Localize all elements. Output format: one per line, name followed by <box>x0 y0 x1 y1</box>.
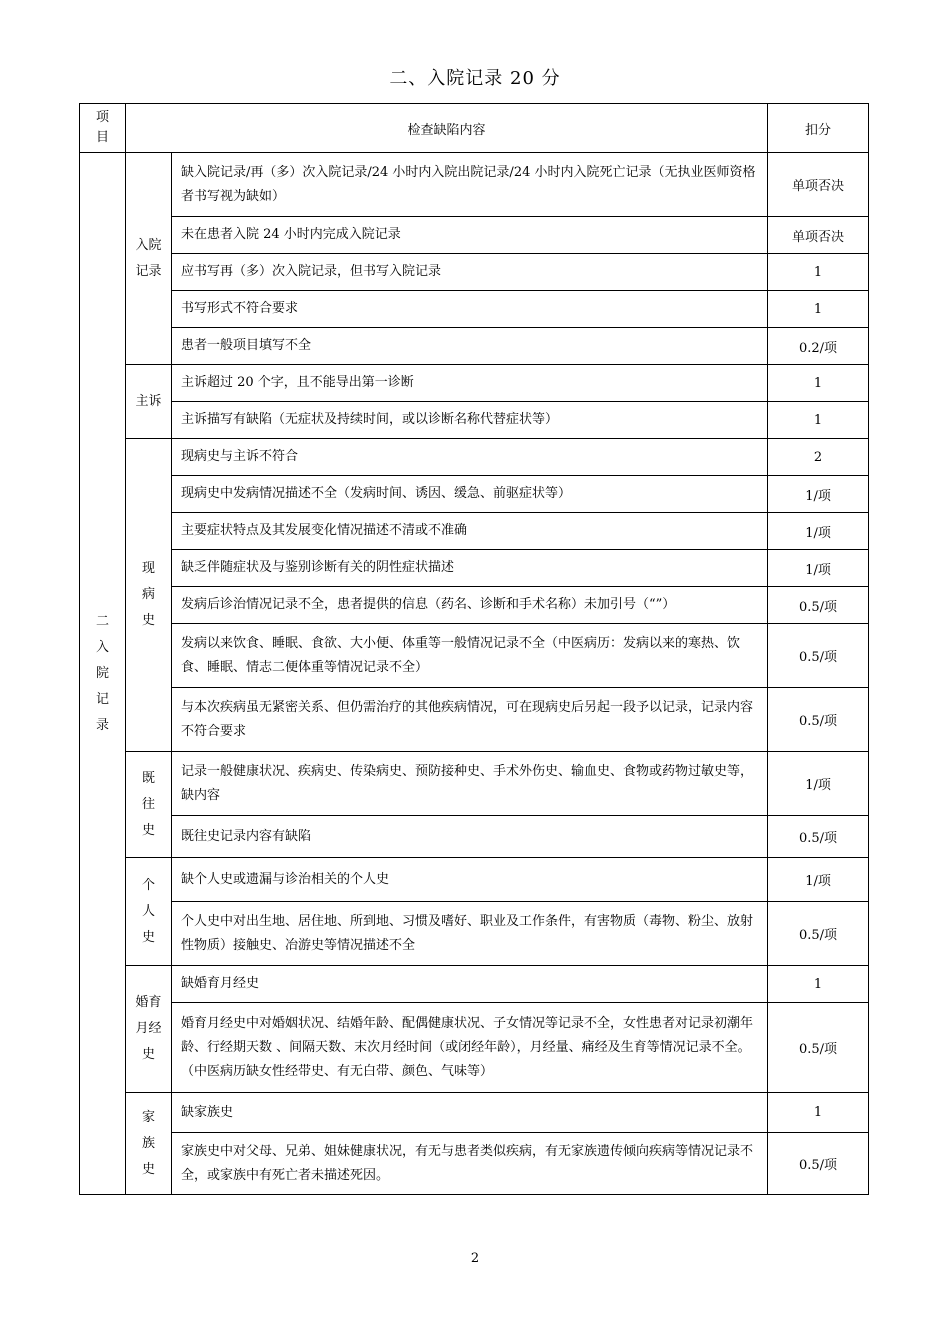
deduction-score: 1 <box>768 365 869 402</box>
defect-description: 与本次疾病虽无紧密关系、但仍需治疗的其他疾病情况，可在现病史后另起一段予以记录，记录内容不符合要求 <box>172 688 768 752</box>
deduction-score: 1/项 <box>768 752 869 816</box>
table-row <box>80 328 869 365</box>
defect-description: 应书写再（多）次入院记录，但书写入院记录 <box>172 254 768 291</box>
table-row <box>80 858 869 902</box>
table-row <box>80 365 869 402</box>
section-label: 婚育月经史 <box>126 966 172 1093</box>
section-label: 既往史 <box>126 752 172 858</box>
deduction-score: 单项否决 <box>768 217 869 254</box>
table-row <box>80 254 869 291</box>
deduction-score: 1 <box>768 291 869 328</box>
defect-description: 主诉描写有缺陷（无症状及持续时间，或以诊断名称代替症状等） <box>172 402 768 439</box>
table-header-row <box>80 104 869 153</box>
table-row <box>80 688 869 752</box>
table-row <box>80 587 869 624</box>
table-row <box>80 439 869 476</box>
deduction-score: 1/项 <box>768 476 869 513</box>
table-row <box>80 624 869 688</box>
deduction-score: 1 <box>768 402 869 439</box>
table-row <box>80 1093 869 1133</box>
table-row <box>80 816 869 858</box>
header-item: 项目 <box>80 104 126 153</box>
defect-description: 缺入院记录/再（多）次入院记录/24 小时内入院出院记录/24 小时内入院死亡记录（无执业医师资格者书写视为缺如） <box>172 153 768 217</box>
defect-description: 缺婚育月经史 <box>172 966 768 1003</box>
defect-description: 主诉超过 20 个字，且不能导出第一诊断 <box>172 365 768 402</box>
table-row <box>80 1133 869 1195</box>
section-label: 主诉 <box>126 365 172 439</box>
main-category-label: 二入院记录 <box>80 153 126 1195</box>
table-row <box>80 1003 869 1093</box>
header-content: 检查缺陷内容 <box>126 104 768 153</box>
deduction-score: 2 <box>768 439 869 476</box>
section-label: 现病史 <box>126 439 172 752</box>
defect-description: 主要症状特点及其发展变化情况描述不清或不准确 <box>172 513 768 550</box>
table-row <box>80 550 869 587</box>
table-row <box>80 217 869 254</box>
deduction-score: 0.5/项 <box>768 1003 869 1093</box>
table-row <box>80 291 869 328</box>
table-row <box>80 966 869 1003</box>
table-row <box>80 902 869 966</box>
deduction-score: 1 <box>768 966 869 1003</box>
table-row <box>80 153 869 217</box>
inspection-table <box>79 103 869 1195</box>
defect-description: 现病史中发病情况描述不全（发病时间、诱因、缓急、前驱症状等） <box>172 476 768 513</box>
deduction-score: 0.5/项 <box>768 624 869 688</box>
defect-description: 发病后诊治情况记录不全，患者提供的信息（药名、诊断和手术名称）未加引号（“”） <box>172 587 768 624</box>
deduction-score: 1 <box>768 1093 869 1133</box>
defect-description: 婚育月经史中对婚姻状况、结婚年龄、配偶健康状况、子女情况等记录不全，女性患者对记录初潮年龄、行经期天数 、间隔天数、末次月经时间（或闭经年龄），月经量、痛经及生育等情况记录不全。（中医病历缺女性经带史、有无白带、颜色、气味等） <box>172 1003 768 1093</box>
defect-description: 现病史与主诉不符合 <box>172 439 768 476</box>
section-label: 入院记录 <box>126 153 172 365</box>
defect-description: 缺个人史或遗漏与诊治相关的个人史 <box>172 858 768 902</box>
defect-description: 个人史中对出生地、居住地、所到地、习惯及嗜好、职业及工作条件，有害物质（毒物、粉尘、放射性物质）接触史、冶游史等情况描述不全 <box>172 902 768 966</box>
section-label: 家族史 <box>126 1093 172 1195</box>
table-row <box>80 476 869 513</box>
deduction-score: 单项否决 <box>768 153 869 217</box>
defect-description: 未在患者入院 24 小时内完成入院记录 <box>172 217 768 254</box>
deduction-score: 0.5/项 <box>768 688 869 752</box>
defect-description: 缺家族史 <box>172 1093 768 1133</box>
table-row <box>80 752 869 816</box>
defect-description: 书写形式不符合要求 <box>172 291 768 328</box>
deduction-score: 0.5/项 <box>768 1133 869 1195</box>
page-title: 二、入院记录 20 分 <box>389 68 561 89</box>
deduction-score: 1/项 <box>768 858 869 902</box>
deduction-score: 1/项 <box>768 513 869 550</box>
table-row <box>80 402 869 439</box>
defect-description: 家族史中对父母、兄弟、姐妹健康状况，有无与患者类似疾病，有无家族遗传倾向疾病等情况记录不全，或家族中有死亡者未描述死因。 <box>172 1133 768 1195</box>
page-number: 2 <box>470 1251 480 1266</box>
header-score: 扣分 <box>768 104 869 153</box>
deduction-score: 0.2/项 <box>768 328 869 365</box>
defect-description: 患者一般项目填写不全 <box>172 328 768 365</box>
section-label: 个人史 <box>126 858 172 966</box>
deduction-score: 1 <box>768 254 869 291</box>
deduction-score: 0.5/项 <box>768 587 869 624</box>
defect-description: 发病以来饮食、睡眠、食欲、大小便、体重等一般情况记录不全（中医病历：发病以来的寒热、饮食、睡眠、情志二便体重等情况记录不全） <box>172 624 768 688</box>
defect-description: 既往史记录内容有缺陷 <box>172 816 768 858</box>
table-row <box>80 513 869 550</box>
deduction-score: 1/项 <box>768 550 869 587</box>
defect-description: 记录一般健康状况、疾病史、传染病史、预防接种史、手术外伤史、输血史、食物或药物过敏史等，缺内容 <box>172 752 768 816</box>
deduction-score: 0.5/项 <box>768 902 869 966</box>
deduction-score: 0.5/项 <box>768 816 869 858</box>
defect-description: 缺乏伴随症状及与鉴别诊断有关的阴性症状描述 <box>172 550 768 587</box>
